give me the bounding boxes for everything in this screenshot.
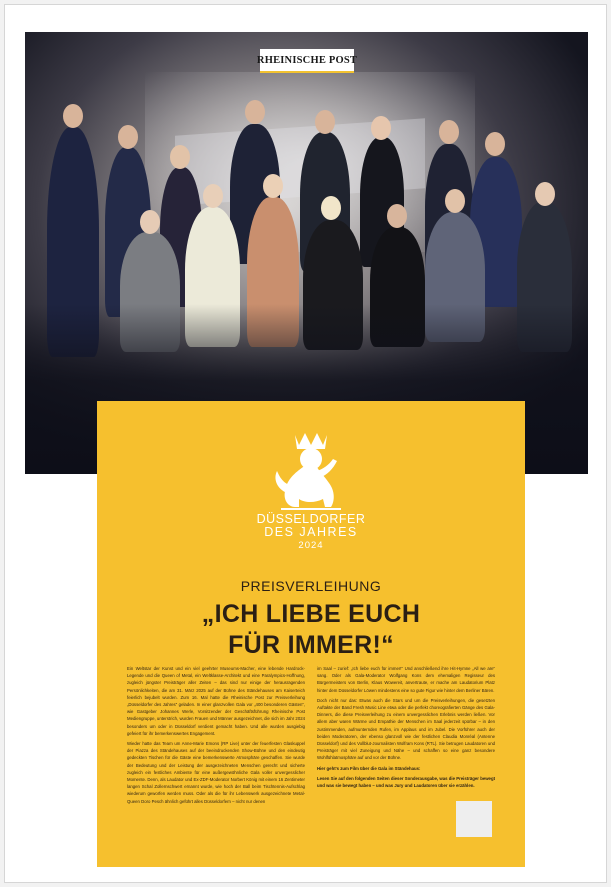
person-head xyxy=(140,210,160,234)
person-head xyxy=(445,189,465,213)
article-column-1 xyxy=(127,665,305,861)
paragraph: im Saal – zurief: „Ich liebe euch für immer!“ Und anschließend ihre Hit-Hymne „All we are“ sang. Oder als Gala-Moderator Wolfgang Kons dem ehemaligen Regisseur des Bürgermeisters von Berlin, Klaus Wowereit, anvertraute, er mache am Laudatorium Platz hinter dem Düsseldorfer Löwen mindestens eine so gute Figur wie hinter dem Berliner Bären. xyxy=(317,666,495,693)
person-head xyxy=(535,182,555,206)
award-year: 2024 xyxy=(298,540,324,551)
newspaper-logo xyxy=(256,49,358,73)
film-link-text[interactable]: Hier geht's zum Film über die Gala im Ständehaus: xyxy=(317,765,421,771)
person-head xyxy=(321,196,341,220)
article-kicker: PREISVERLEIHUNG xyxy=(240,578,382,594)
crowned-lion-icon xyxy=(265,429,357,513)
article-body xyxy=(127,665,495,861)
paragraph: Lesen Sie auf den folgenden Seiten dieser Sonderausgabe, was die Preisträger bewegt und was sie bewegt haben – und was Jury und Laudatoren über sie erzählen. xyxy=(317,775,495,789)
person-head xyxy=(315,110,335,134)
award-panel xyxy=(97,401,525,867)
person-head xyxy=(245,100,265,124)
person-head xyxy=(387,204,407,228)
award-title xyxy=(97,513,525,552)
article-headline xyxy=(97,599,525,661)
award-title-line2: DES JAHRES xyxy=(264,525,358,539)
person-head xyxy=(439,120,459,144)
paragraph: Doch nicht nur das: Etwas auch die Stars und um die Preisverleihungen, die gesetzten Auftakte der Band Fresh Music Line etwa oder die perfekt choreografierten Gänge des Gala-Dinners, die diese Preisverleihung zu einem unvergesslichen Erlebnis werden ließen. Vor allem aber waren Wärme und Empathie der Menschen im Saal jederzeit spürbar – in den zustimmenden, aufmunternden Rufen, im Applaus und im Jubel. Die Vorführer auch der beiden Moderatoren, der ebenso glanzvoll wie der festlichen Claudia Monréal (Antenne Düsseldorf) und des Vollblut-Journalisten Wolfram Kons (RTL). Sie betrugen Laudatoren und Preisträger mit viel Zuneigung und Nähe – und schaffen so eine ganz besondere Wohlfühlatmosphäre auf und vor der Bühne. xyxy=(317,697,495,761)
headline-line1: „ICH LIEBE EUCH xyxy=(201,600,421,628)
logo-text: RHEINISCHE POST xyxy=(256,54,358,66)
headline-line2: FÜR IMMER!“ xyxy=(228,631,394,659)
person-head xyxy=(371,116,391,140)
person-head xyxy=(263,174,283,198)
paragraph: Ein Weltstar der Kunst und ein viel geehrter Museums-Macher, eine lebende Hardrock-Legende und die Queen of Metal, ein Weltklasse-Architekt und eine Paralympics-Hoffnung, zugleich jüngster Preisträger aller Zeiten – das sind nur einige der herausragenden Persönlichkeiten, die am 31. März 2025 auf der Bühne des Ständehauses am Kaiserteich feierlich bejubelt wurden. Zum 16. Mal hatte die Rheinische Post zur Preisverleihung „Düsseldorfer des Jahres“ geladen. In einer glanzvollen Gala vor „400 besonderen Gästen“, wie Gastgeber Johannes Werle, Vorsitzender der Geschäftsführung Rheinische Post Mediengruppe, unterstrich, wurden Frauen und Männer ausgezeichnet, die sich im Jahr 2024 besonders um oder in Düsseldorf verdient gemacht haben. Und alle wurden ausgiebig gefeiert für ihr bemerkenswertes Engagement. xyxy=(127,666,305,736)
person-head xyxy=(170,145,190,169)
paragraph: Wieder hatte das Team um Anne-Marie Emons (RP Live) unter der feuerfesten Glaskuppel der Piazza des Ständehauses auf der beeindruckenden Show-Bühne und den eindeutig gedeckten Tischen für die Gäste eine bemerkenswerte Atmosphäre geschaffen. Sie wurde der Bedeutung und der Leistung der ausgezeichneten Menschen gerecht und sicherte zugleich ein festliches Ambiente für eine außergewöhnliche Gala voller unvergesslicher Momente. Denn, als Laudator und Ex-ZDF-Moderator Norbert König mit einem 16 Zentimeter langen Schal Zollernschwert ernannt wurde, wie hoch der Ball beim Tischtennis-Aufschlag wiederum geworfen werden muss. Oder als die für ihr Lebenswerk ausgezeichnete Metal-Queen Doro Pesch ähnlich geführt alles Düsseldorfern – nicht nur denen xyxy=(127,741,305,804)
person-head xyxy=(63,104,83,128)
person-head xyxy=(118,125,138,149)
qr-code-placeholder[interactable] xyxy=(456,801,492,837)
newspaper-page xyxy=(4,4,607,883)
award-title-line1: DÜSSELDORFER xyxy=(256,512,366,526)
person-head xyxy=(485,132,505,156)
person-head xyxy=(203,184,223,208)
